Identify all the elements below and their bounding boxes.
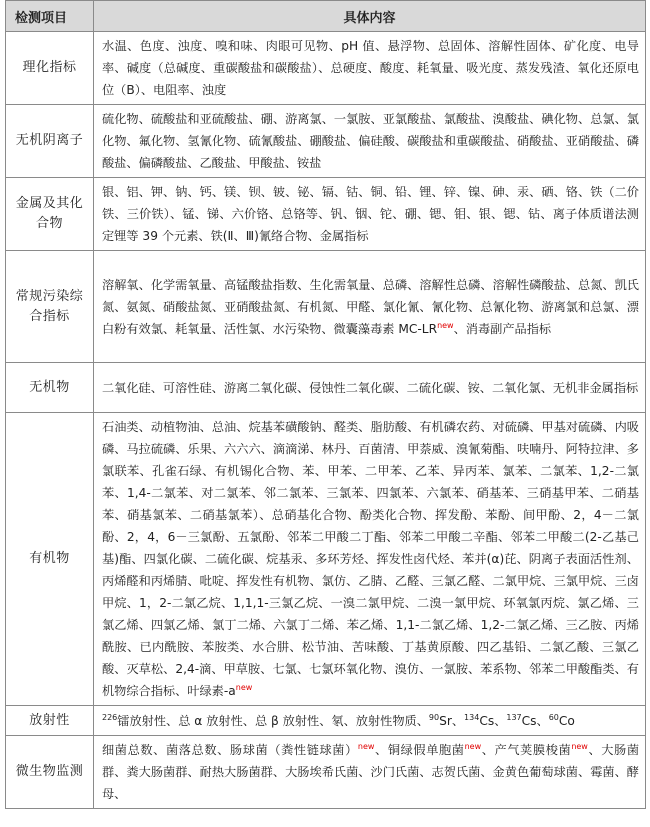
isotope-symbol: Co bbox=[558, 713, 575, 728]
table-row bbox=[6, 251, 646, 363]
category-cell: 微生物监测 bbox=[6, 736, 94, 809]
table-row bbox=[6, 363, 646, 413]
separator: 、 bbox=[536, 713, 549, 728]
new-badge: new bbox=[357, 741, 375, 751]
isotope-symbol: Cs bbox=[521, 713, 537, 728]
table-row bbox=[6, 32, 646, 105]
category-cell: 放射性 bbox=[6, 706, 94, 736]
content-cell: 二氧化硅、可溶性硅、游离二氧化碳、侵蚀性二氧化碳、二硫化碳、铵、二氧化氯、无机非金属指标 bbox=[94, 363, 646, 413]
category-cell: 有机物 bbox=[6, 413, 94, 706]
table-header-row bbox=[6, 1, 646, 32]
table-row bbox=[6, 178, 646, 251]
detection-items-table bbox=[5, 0, 646, 809]
new-badge: new bbox=[464, 741, 482, 751]
category-cell: 理化指标 bbox=[6, 32, 94, 105]
content-text: 溶解氧、化学需氧量、高锰酸盐指数、生化需氧量、总磷、溶解性总磷、溶解性磷酸盐、总氮、凯氏氮、氨氮、硝酸盐氮、亚硝酸盐氮、有机氮、甲醛、氯化氰、氰化物、总氰化物、游离氯和总氯、漂白粉有效氯、耗氧量、活性氯、水污染物、微囊藻毒素 MC-LR bbox=[102, 277, 639, 336]
content-cell: 银、铝、钾、钠、钙、镁、钡、铍、铋、镉、钴、铜、铅、锂、锌、镍、砷、汞、硒、铬、铁（二价铁、三价铁）、锰、锑、六价铬、总铬等、钒、铟、铊、硼、锶、钼、银、锶、钻、离子体质谱法测定锂等 39 个元素、铁(Ⅱ、Ⅲ)氰络合物、金属指标 bbox=[94, 178, 646, 251]
isotope-mass: 226 bbox=[102, 712, 118, 722]
content-text-tail: 、消毒副产品指标 bbox=[453, 321, 552, 336]
header-specific-content: 具体内容 bbox=[94, 1, 646, 32]
category-cell: 无机阴离子 bbox=[6, 105, 94, 178]
category-cell: 常规污染综合指标 bbox=[6, 251, 94, 363]
content-text: 、产气荚膜梭菌 bbox=[481, 743, 572, 757]
content-text: 、铜绿假单胞菌 bbox=[374, 743, 465, 757]
category-cell: 无机物 bbox=[6, 363, 94, 413]
content-text: 、大肠菌群、粪大肠菌群、耐热大肠菌群、大肠埃希氏菌、沙门氏菌、志贺氏菌、金黄色葡萄球菌、霉菌、酵母、 bbox=[102, 743, 640, 801]
category-cell: 金属及其化合物 bbox=[6, 178, 94, 251]
separator: 、 bbox=[451, 713, 465, 728]
table-row bbox=[6, 413, 646, 706]
content-cell: 水温、色度、浊度、嗅和味、肉眼可见物、pH 值、悬浮物、总固体、溶解性固体、矿化度、电导率、碱度（总碱度、重碳酸盐和碳酸盐）、总硬度、酸度、耗氧量、吸光度、蒸发残渣、氧化还原电位（B）、电阻率、浊度 bbox=[94, 32, 646, 105]
isotope-symbol: Sr bbox=[439, 713, 452, 728]
header-detection-item: 检测项目 bbox=[6, 1, 94, 32]
separator: 、 bbox=[494, 713, 507, 728]
isotope-mass: 90 bbox=[428, 712, 440, 722]
isotope-symbol: Cs bbox=[479, 713, 495, 728]
content-cell bbox=[94, 736, 646, 809]
content-text: 细菌总数、菌落总数、肠球菌（粪性链球菌） bbox=[102, 743, 358, 757]
isotope-mass: 60 bbox=[548, 712, 559, 722]
table-row bbox=[6, 706, 646, 736]
content-cell bbox=[94, 413, 646, 706]
new-badge: new bbox=[437, 320, 454, 330]
isotope-mass: 134 bbox=[464, 712, 480, 722]
new-badge: new bbox=[571, 741, 588, 751]
isotope-mass: 137 bbox=[506, 712, 522, 722]
table-row bbox=[6, 736, 646, 809]
content-cell: 硫化物、硫酸盐和亚硫酸盐、硼、游离氯、一氯胺、亚氯酸盐、氯酸盐、溴酸盐、碘化物、总氯、氯化物、氟化物、氢氰化物、硫氰酸盐、硼酸盐、偏硅酸、碳酸盐和重碳酸盐、硝酸盐、亚硝酸盐、磷酸盐、偏磷酸盐、乙酸盐、甲酸盐、铵盐 bbox=[94, 105, 646, 178]
content-cell bbox=[94, 706, 646, 736]
content-cell bbox=[94, 251, 646, 363]
new-badge: new bbox=[235, 682, 253, 692]
content-text: 石油类、动植物油、总油、烷基苯磺酸钠、醛类、脂肪酸、有机磷农药、对硫磷、甲基对硫磷、内吸磷、马拉硫磷、乐果、六六六、滴滴涕、林丹、百菌清、甲萘威、溴氰菊酯、呋喃丹、阿特拉津、多氯联苯、孔雀石绿、有机锡化合物、苯、甲苯、二甲苯、乙苯、异丙苯、氯苯、二氯苯、1,2-二氯苯、1,4-二氯苯、对二氯苯、邻二氯苯、三氯苯、四氯苯、六氯苯、硝基苯、三硝基甲苯、二硝基苯、硝基氯苯、二硝基氯苯）、总硝基化合物、酚类化合物、挥发酚、苯酚、间甲酚、2，4－二氯酚、2，4，6－三氯酚、五氯酚、邻苯二甲酸二丁酯、邻苯二甲酸二辛酯、邻苯二甲酸二(2-乙基己基)酯、四氯化碳、二硫化碳、烷基汞、多环芳烃、挥发性卤代烃、苯并(α)芘、阴离子表面活性剂、丙烯醛和丙烯腈、吡啶、挥发性有机物、氯仿、乙腈、乙醛、三氯乙醛、二氯甲烷、三氯甲烷、三卤甲烷、1，2-二氯乙烷、1,1,1-三氯乙烷、一溴二氯甲烷、二溴一氯甲烷、环氧氯丙烷、氯乙烯、三氯乙烯、四氯乙烯、氯丁二烯、六氯丁二烯、苯乙烯、1,1-二氯乙烯、1,2-二氯乙烯、三乙胺、丙烯酰胺、已内酰胺、苯胺类、水合肼、松节油、苦味酸、丁基黄原酸、四乙基铅、二氯乙酸、三氯乙酸、灭草松、2,4-滴、甲草胺、七氯、七氯环氧化物、溴仿、一氯胺、苯系物、邻苯二甲酸酯类、有机物综合指标、叶绿素-a bbox=[102, 420, 639, 698]
table-row bbox=[6, 105, 646, 178]
radio-text: 镭放射性、总 α 放射性、总 β 放射性、氡、放射性物质、 bbox=[117, 713, 429, 728]
